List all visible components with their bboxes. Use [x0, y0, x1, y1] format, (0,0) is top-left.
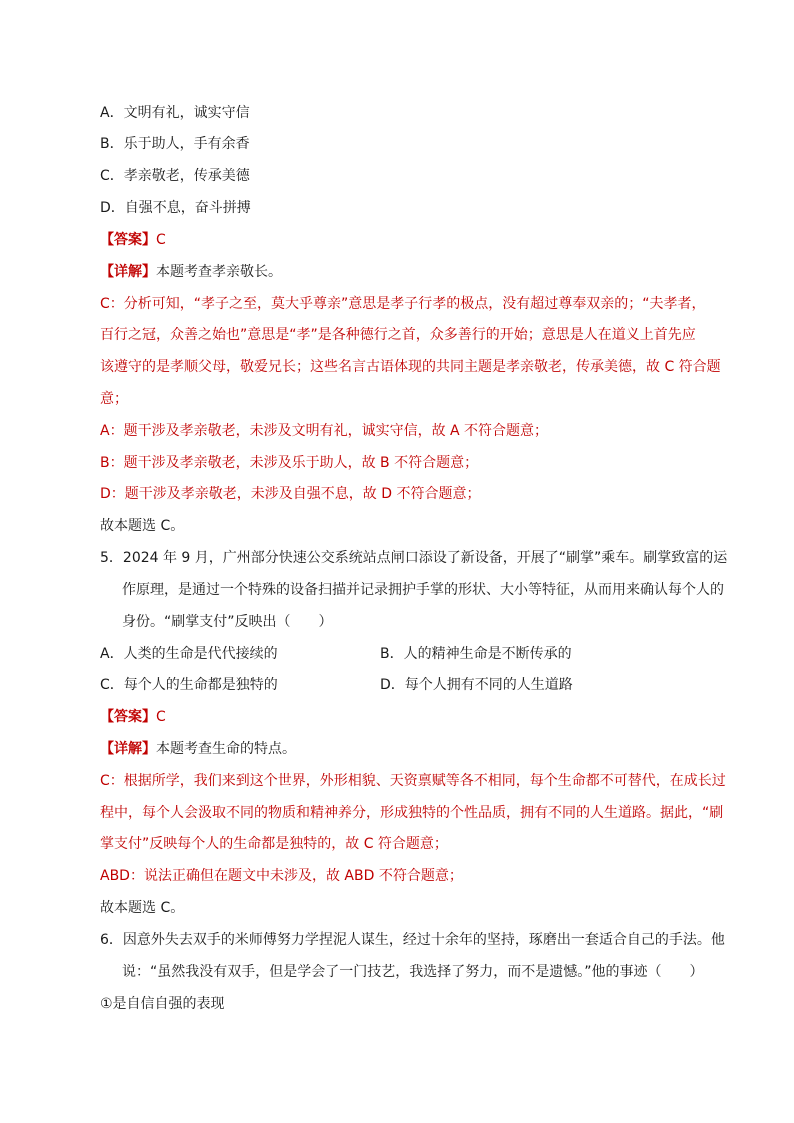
q5-conclusion: 故本题选 C。	[100, 900, 185, 916]
q5-option-b: B．人的精神生命是不断传承的	[380, 646, 572, 662]
answer-label: 【答案】	[100, 709, 156, 725]
answer-label: 【答案】	[100, 232, 156, 248]
q5-detail	[100, 739, 296, 759]
detail-intro: 本题考查孝亲敬长。	[156, 264, 282, 280]
q5-option-c: C．每个人的生命都是独特的	[100, 677, 278, 693]
q4-wrong-d: D：题干涉及孝亲敬老，未涉及自强不息，故 D 不符合题意；	[100, 486, 481, 502]
detail-intro: 本题考查生命的特点。	[156, 741, 296, 757]
q5-option-a: A．人类的生命是代代接续的	[100, 646, 278, 662]
answer-value: C	[156, 709, 166, 725]
q5-analysis-line: C：根据所学，我们来到这个世界，外形相貌、天资禀赋等各不相同，每个生命都不可替代，在成长过	[100, 773, 726, 789]
q4-analysis-line: C：分析可知，“孝子之至，莫大乎尊亲”意思是孝子行孝的极点，没有超过尊奉双亲的；“夫孝者，	[100, 296, 706, 312]
q4-option-a: A．文明有礼，诚实守信	[100, 105, 250, 121]
q4-wrong-a: A：题干涉及孝亲敬老，未涉及文明有礼，诚实守信，故 A 不符合题意；	[100, 423, 549, 439]
q6-stem-line: 6．因意外失去双手的米师傅努力学捏泥人谋生，经过十余年的坚持，琢磨出一套适合自己的手法。他	[100, 932, 725, 948]
q4-analysis-line: 百行之冠，众善之始也”意思是“孝”是各种德行之首，众多善行的开始；意思是人在道义上首先应	[100, 327, 696, 343]
q4-option-b: B．乐于助人，手有余香	[100, 136, 250, 152]
q4-answer	[100, 230, 166, 250]
q4-analysis-line: 该遵守的是孝顺父母，敬爱兄长；这些名言古语体现的共同主题是孝亲敬老，传承美德，故 C 符合题	[100, 359, 721, 375]
q6-option-1: ①是自信自强的表现	[100, 996, 225, 1012]
q5-wrong-abd: ABD：说法正确但在题文中未涉及，故 ABD 不符合题意；	[100, 868, 463, 884]
answer-value: C	[156, 232, 166, 248]
q4-option-d: D．自强不息，奋斗拼搏	[100, 200, 251, 216]
q4-option-c: C．孝亲敬老，传承美德	[100, 168, 250, 184]
detail-label: 【详解】	[100, 741, 156, 757]
q5-stem-line: 身份。“刷掌支付”反映出（ ）	[122, 614, 333, 630]
q4-analysis-line: 意；	[100, 391, 128, 407]
q5-option-d: D．每个人拥有不同的人生道路	[380, 677, 573, 693]
q5-analysis-line: 程中，每个人会汲取不同的物质和精神养分，形成独特的个性品质，拥有不同的人生道路。据此，“刷	[100, 805, 724, 821]
q5-analysis-line: 掌支付”反映每个人的生命都是独特的，故 C 符合题意；	[100, 836, 448, 852]
q4-wrong-b: B：题干涉及孝亲敬老，未涉及乐于助人，故 B 不符合题意；	[100, 455, 479, 471]
q5-stem-line: 作原理，是通过一个特殊的设备扫描并记录拥护手掌的形状、大小等特征，从而用来确认每个人的	[122, 582, 724, 598]
q4-conclusion: 故本题选 C。	[100, 518, 185, 534]
q5-answer	[100, 707, 166, 727]
detail-label: 【详解】	[100, 264, 156, 280]
q5-stem-line: 5．2024 年 9 月，广州部分快速公交系统站点闸口添设了新设备，开展了“刷掌”乘车。刷掌致富的运	[100, 550, 728, 566]
q6-stem-line: 说：“虽然我没有双手，但是学会了一门技艺，我选择了努力，而不是遗憾。”他的事迹（ ）	[122, 964, 704, 980]
q4-detail	[100, 262, 282, 282]
